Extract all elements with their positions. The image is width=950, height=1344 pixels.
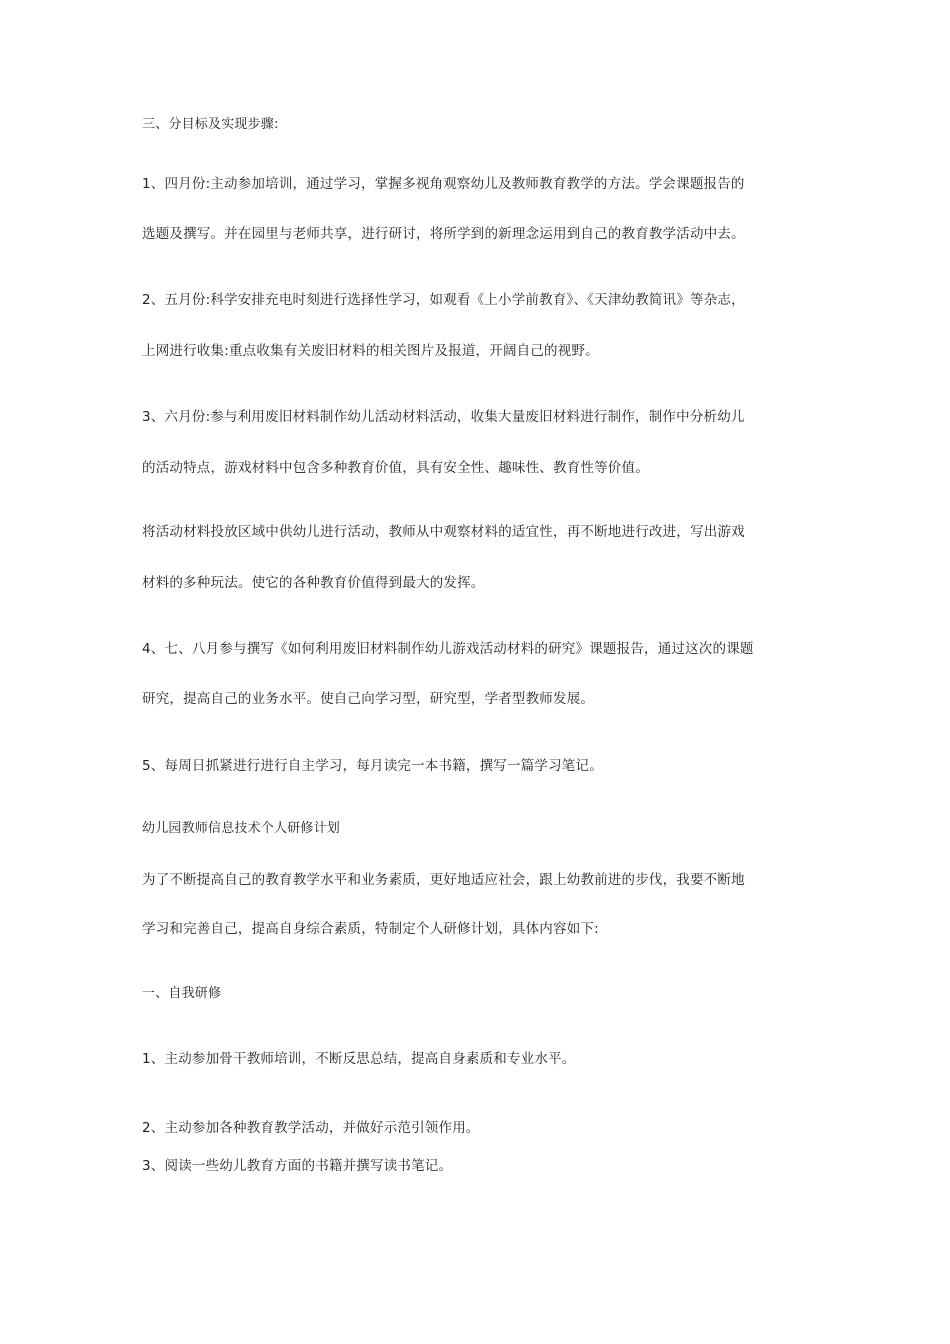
document-subtitle: 幼儿园教师信息技术个人研修计划: [142, 821, 341, 836]
paragraph-july-august-line-1: 4、七、八月参与撰写《如何利用废旧材料制作幼儿游戏活动材料的研究》课题报告，通过这次的课题: [142, 641, 754, 657]
paragraph-intro-line-1: 为了不断提高自己的教育教学水平和业务素质，更好地适应社会，跟上幼教前进的步伐，我要不断地: [142, 872, 745, 888]
list-item-1: 1、主动参加骨干教师培训，不断反思总结，提高自身素质和专业水平。: [142, 1051, 576, 1067]
paragraph-april-line-2: 选题及撰写。并在园里与老师共享，进行研讨，将所学到的新理念运用到自己的教育教学活动中去。: [142, 226, 745, 242]
paragraph-intro-line-2: 学习和完善自己，提高自身综合素质，特制定个人研修计划，具体内容如下:: [142, 921, 599, 937]
paragraph-materials-line-1: 将活动材料投放区域中供幼儿进行活动，教师从中观察材料的适宜性，再不断地进行改进，写出游戏: [142, 524, 745, 540]
list-item-2: 2、主动参加各种教育教学活动，并做好示范引领作用。: [142, 1120, 480, 1136]
paragraph-april-line-1: 1、四月份:主动参加培训，通过学习，掌握多视角观察幼儿及教师教育教学的方法。学会课题报告的: [142, 176, 745, 192]
paragraph-weekly-study: 5、每周日抓紧进行进行自主学习，每月读完一本书籍，撰写一篇学习笔记。: [142, 758, 603, 774]
paragraph-june-line-2: 的活动特点，游戏材料中包含多种教育价值，具有安全性、趣味性、教育性等价值。: [142, 460, 649, 476]
paragraph-may-line-2: 上网进行收集:重点收集有关废旧材料的相关图片及报道，开阔自己的视野。: [142, 343, 599, 359]
paragraph-materials-line-2: 材料的多种玩法。使它的各种教育价值得到最大的发挥。: [142, 575, 485, 591]
paragraph-july-august-line-2: 研究，提高自己的业务水平。使自己向学习型，研究型，学者型教师发展。: [142, 691, 595, 707]
list-item-3: 3、阅读一些幼儿教育方面的书籍并撰写读书笔记。: [142, 1158, 453, 1174]
section-heading-self-study: 一、自我研修: [142, 986, 222, 1001]
paragraph-may-line-1: 2、五月份:科学安排充电时刻进行选择性学习，如观看《上小学前教育》、《天津幼教简讯》等杂志，: [142, 292, 745, 308]
paragraph-june-line-1: 3、六月份:参与利用废旧材料制作幼儿活动材料活动，收集大量废旧材料进行制作，制作中分析幼儿: [142, 409, 745, 425]
section-heading-goals: 三、分目标及实现步骤:: [142, 117, 279, 132]
